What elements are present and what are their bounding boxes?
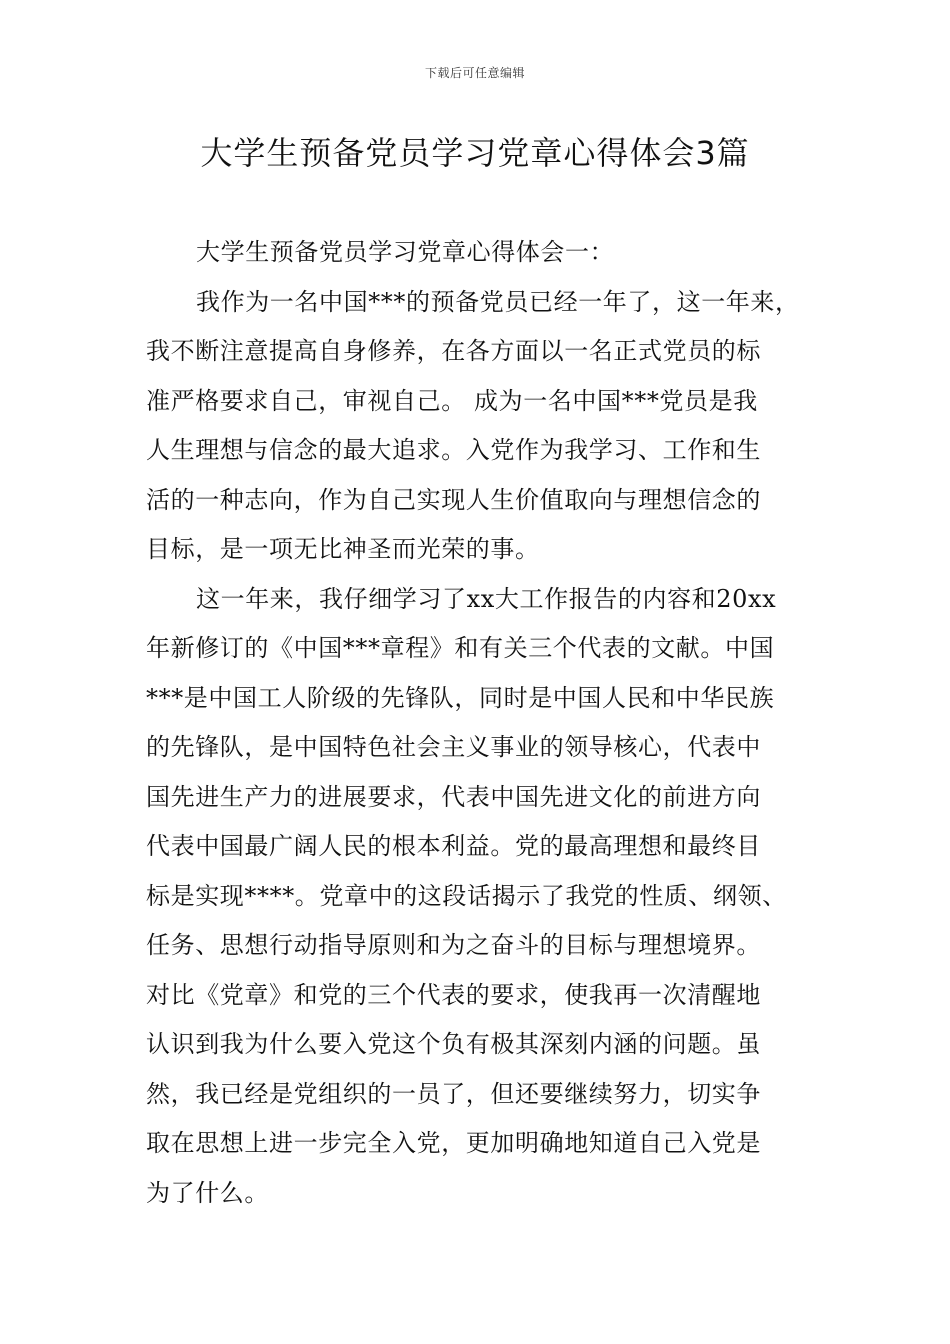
paragraph-line: 任务、思想行动指导原则和为之奋斗的目标与理想境界。 <box>146 931 761 959</box>
paragraph-line: 我作为一名中国***的预备党员已经一年了，这一年来， <box>196 287 800 316</box>
paragraph-line: 的先锋队，是中国特色社会主义事业的领导核心，代表中 <box>146 733 761 761</box>
paragraph-line: 这一年来，我仔细学习了xx大工作报告的内容和20xx <box>196 584 777 613</box>
paragraph-line: 然，我已经是党组织的一员了，但还要继续努力，切实争 <box>146 1079 761 1108</box>
paragraph-line: 准严格要求自己，审视自己。 成为一名中国***党员是我 <box>146 386 758 415</box>
document-body <box>146 228 808 1218</box>
paragraph-line: 对比《党章》和党的三个代表的要求，使我再一次清醒地 <box>146 980 761 1009</box>
paragraph-line: 国先进生产力的进展要求，代表中国先进文化的前进方向 <box>146 782 761 811</box>
paragraph-line: 人生理想与信念的最大追求。入党作为我学习、工作和生 <box>146 436 761 464</box>
paragraph-line: 年新修订的《中国***章程》和有关三个代表的文献。中国 <box>146 634 775 662</box>
section-heading: 大学生预备党员学习党章心得体会一： <box>196 238 615 266</box>
document-title: 大学生预备党员学习党章心得体会3篇 <box>200 134 750 172</box>
header-note: 下载后可任意编辑 <box>424 66 525 80</box>
paragraph-line: 活的一种志向，作为自己实现人生价值取向与理想信念的 <box>146 485 761 514</box>
paragraph-line: 取在思想上进一步完全入党，更加明确地知道自己入党是 <box>146 1129 761 1157</box>
paragraph-line: 目标，是一项无比神圣而光荣的事。 <box>146 535 540 563</box>
paragraph-line: 认识到我为什么要入党这个负有极其深刻内涵的问题。虽 <box>146 1030 761 1058</box>
paragraph-line: ***是中国工人阶级的先锋队，同时是中国人民和中华民族 <box>146 683 775 712</box>
paragraph-line: 代表中国最广阔人民的根本利益。党的最高理想和最终目 <box>146 832 761 860</box>
paragraph-line: 为了什么。 <box>146 1178 269 1207</box>
paragraph-line: 标是实现****。党章中的这段话揭示了我党的性质、纲领、 <box>146 881 787 910</box>
paragraph-line: 我不断注意提高自身修养，在各方面以一名正式党员的标 <box>146 337 761 365</box>
